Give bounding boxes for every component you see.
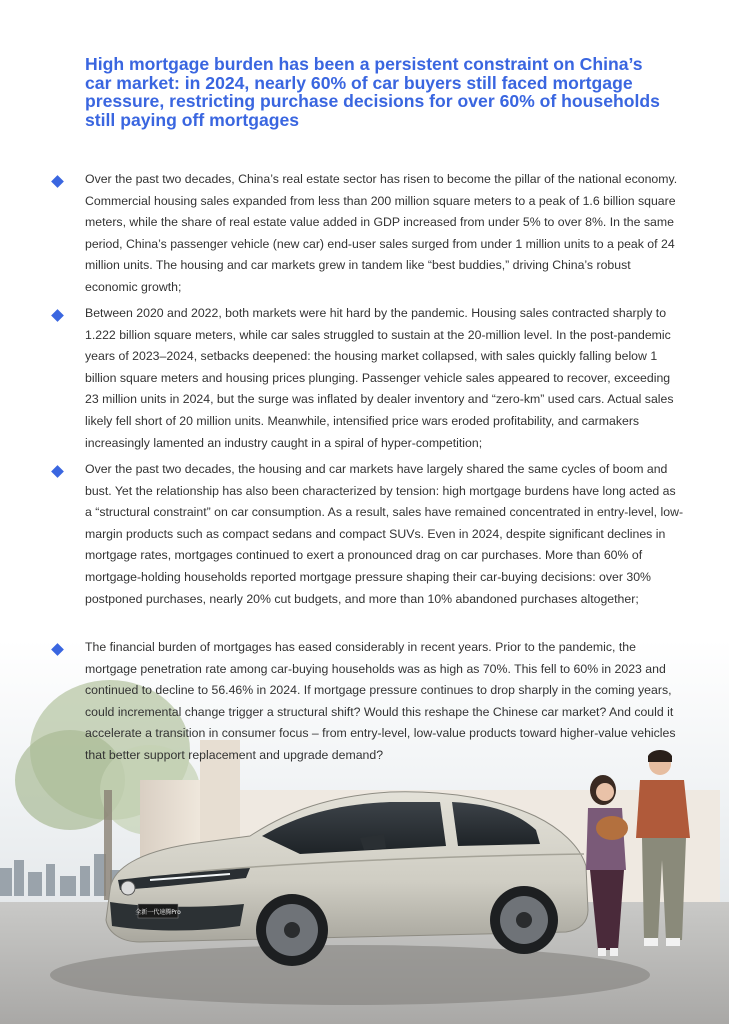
bullet-diamond-icon: [51, 175, 64, 188]
front-wheel: [256, 894, 328, 966]
car-badge: [121, 881, 135, 895]
bullet-diamond-icon: [51, 309, 64, 322]
paragraph-2: Between 2020 and 2022, both markets were hit hard by the pandemic. Housing sales contracted sharply to 1.222 billion square meters, while car sales struggled to sustain at the 20-million level. In the post-pandemic years of 2023–2024, setbacks deepened: the housing market collapsed, with sales quickly falling below 1 billion square meters and housing prices plunging. Passenger vehicle sales appeared to recover, exceeding 23 million units in 2024, but the surge was inflated by dealer inventory and “zero-km” used cars. Actual sales likely fell short of 20 million units. Meanwhile, intensified price wars eroded profitability, and carmakers increasingly lamented an industry caught in a spiral of hyper-competition;: [85, 306, 674, 450]
rear-wheel: [490, 886, 558, 954]
car-shadow: [50, 945, 650, 1005]
paragraph-1: Over the past two decades, China’s real estate sector has risen to become the pillar of the national economy. Commercial housing sales expanded from less than 200 million square meters to a peak of 1.6 billion square meters, while the share of real estate value added in GDP increased from under 5% to over 8%. In the same period, China’s passenger vehicle (new car) end-user sales surged from under 1 million units to a peak of 24 million units. The housing and car markets grew in tandem like “best buddies,” driving China’s robust economic growth;: [85, 172, 678, 294]
license-plate-text: 全新一代速腾Pro: [135, 909, 181, 916]
page-title: High mortgage burden has been a persistent constraint on China’s car market: in 2024, nearly 60% of car buyers still faced mortgage pressure, restricting purchase decisions for over 60% of households still paying off mortgages: [85, 54, 660, 130]
paragraph-4: The financial burden of mortgages has eased considerably in recent years. Prior to the pandemic, the mortgage penetration rate among car-buying households was as high as 70%. This fell to 60% in 2023 and continued to decline to 56.46% in 2024. If mortgage pressure continues to drop sharply in the coming years, could incremental change trigger a structural shift? Would this reshape the Chinese car market? And could it accelerate a transition in consumer focus – from entry-level, low-value products toward higher-value vehicles that better support replacement and upgrade demand?: [85, 640, 676, 762]
paragraph-3: Over the past two decades, the housing and car markets have largely shared the same cycles of boom and bust. Yet the relationship has also been characterized by tension: high mortgage burdens have long acted as a “structural constraint” on car consumption. As a result, sales have remained concentrated in entry-level, low-margin products such as compact sedans and compact SUVs. Even in 2024, despite significant declines in mortgage rates, mortgages continued to exert a pronounced drag on car purchases. More than 60% of mortgage-holding households reported mortgage pressure shaping their car-buying decisions: over 30% postponed purchases, nearly 20% cut budgets, and more than 10% abandoned purchases altogether;: [85, 462, 684, 606]
dog: [596, 816, 628, 840]
bullet-diamond-icon: [51, 465, 64, 478]
